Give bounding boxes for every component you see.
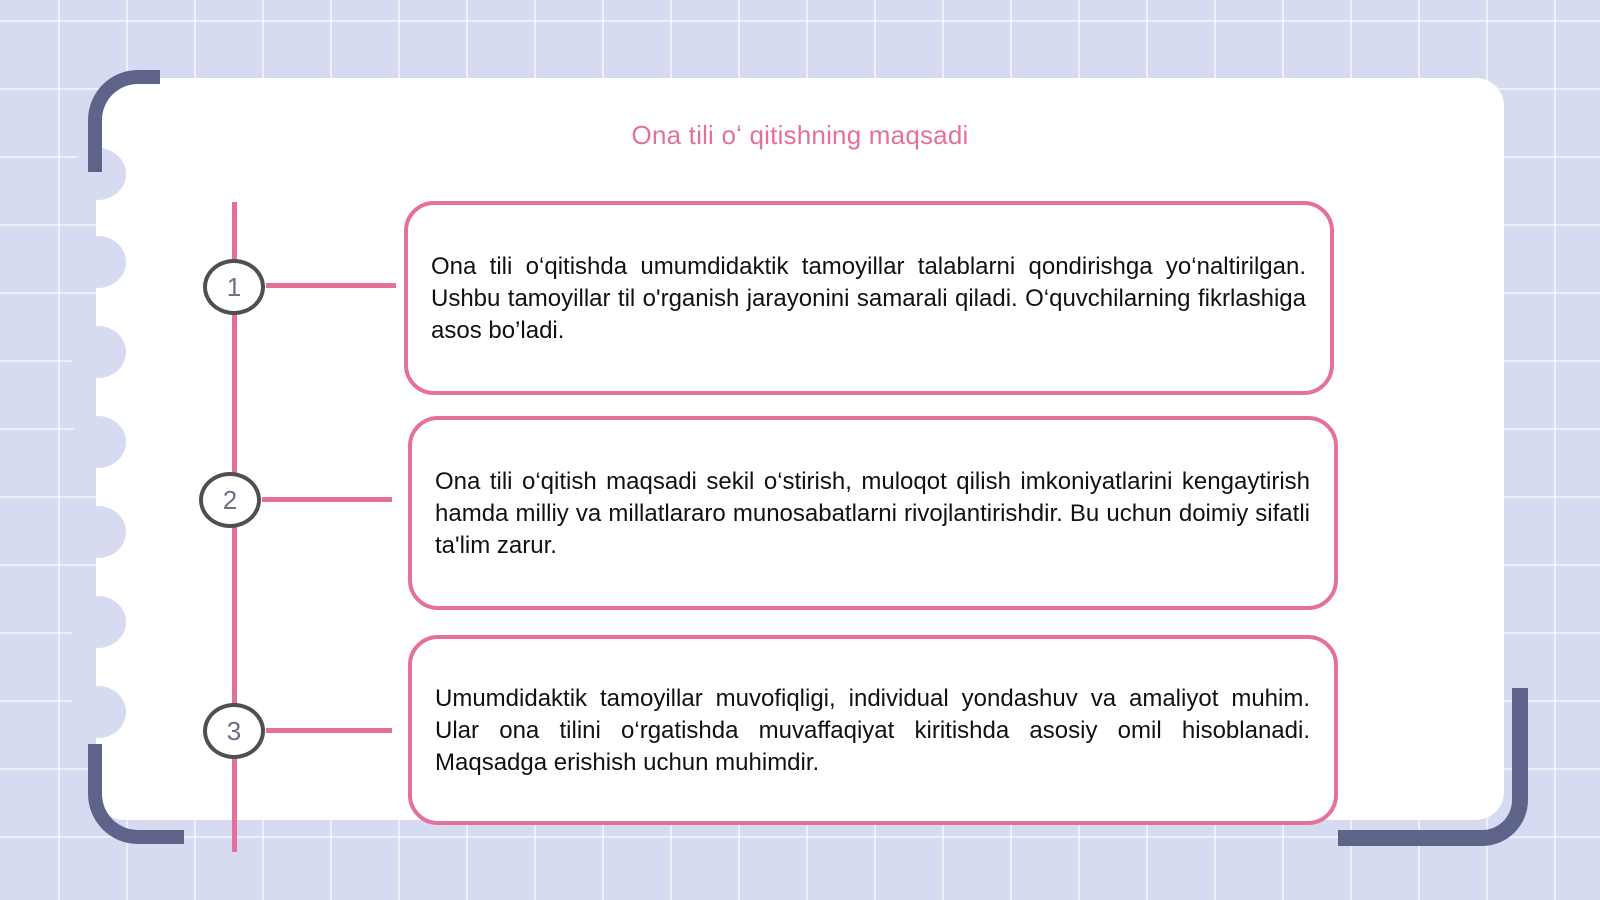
paper-scallop <box>70 416 126 468</box>
paper-scallop <box>70 236 126 288</box>
step-number-1: 1 <box>203 259 265 315</box>
slide-title: Ona tili oʻ qitishning maqsadi <box>631 120 969 150</box>
paper-scallop <box>70 686 126 738</box>
paper-scallop <box>70 596 126 648</box>
step-number-2: 2 <box>199 472 261 528</box>
corner-bracket-bottom-right <box>1338 688 1528 846</box>
paper-scallop <box>70 326 126 378</box>
step-connector <box>266 728 392 733</box>
step-connector <box>262 497 392 502</box>
corner-bracket-bottom-left <box>88 744 184 844</box>
step-text-1: Ona tili o‘qitishda umumdidaktik tamoyillar talablarni qondirishga yo‘naltirilgan. Ushbu tamoyillar til o'rganish jarayonini samarali qiladi. O‘quvchilarning fikrlashiga asos bo’ladi. <box>431 253 1306 344</box>
step-text-2: Ona tili o‘qitish maqsadi sekil o‘stirish, muloqot qilish imkoniyatlarini kengaytirish hamda milliy va millatlararo munosabatlarni rivojlantirishdir. Bu uchun doimiy sifatli ta'lim zarur. <box>435 468 1310 559</box>
paper-scallop <box>70 506 126 558</box>
step-number-3: 3 <box>203 703 265 759</box>
step-connector <box>266 283 396 288</box>
step-text-3: Umumdidaktik tamoyillar muvofiqligi, individual yondashuv va amaliyot muhim. Ular ona tilini o‘rgatishda muvaffaqiyat kiritishda asosiy omil hisoblanadi. Maqsadga erishish uchun muhimdir. <box>435 685 1310 776</box>
corner-bracket-top-left <box>88 70 160 172</box>
